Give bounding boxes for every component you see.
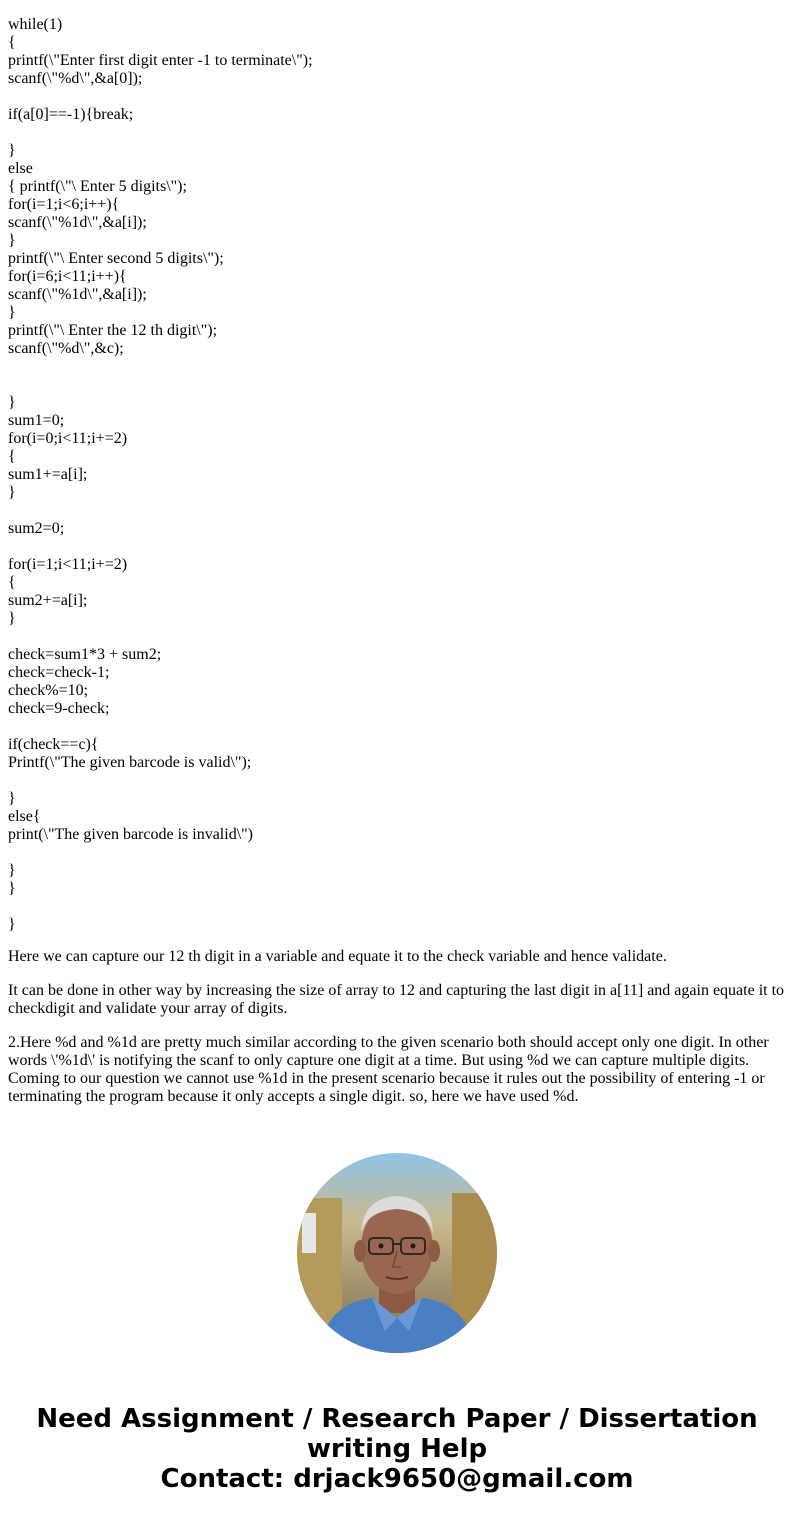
code-line	[8, 538, 788, 556]
footer-line-2: writing Help	[306, 1434, 488, 1464]
code-line: }	[8, 232, 16, 249]
explanation-paragraph-3: 2.Here %d and %1d are pretty much similar according to the given scenario both should accept only one digit. In other words \'%1d\' is notifying the scanf to only capture one digit at a time. But using %d we can capture multiple digits. Coming to our question we cannot use %1d in the present scenario because it rules out the possibility of entering -1 or terminating the program because it only accepts a single digit. so, here we have used %d.	[8, 1034, 769, 1105]
code-line: check=check-1;	[8, 664, 110, 681]
code-line: }	[8, 610, 16, 627]
code-line: else	[8, 160, 33, 177]
explanation-paragraph-2: It can be done in other way by increasing the size of array to 12 and capturing the last digit in a[11] and again equate it to checkdigit and validate your array of digits.	[8, 982, 785, 1017]
author-portrait-image	[297, 1153, 497, 1353]
code-line: if(a[0]==-1){break;	[8, 106, 134, 123]
code-line: }	[8, 394, 16, 411]
footer-contact: Contact: drjack9650@gmail.com	[160, 1464, 634, 1494]
code-line: scanf(\"%d\",&c);	[8, 340, 124, 357]
code-line: {	[8, 34, 16, 51]
code-block	[8, 16, 788, 934]
code-line	[8, 772, 788, 790]
code-line: print(\"The given barcode is invalid\")	[8, 826, 253, 843]
code-line: }	[8, 142, 16, 159]
code-line	[8, 718, 788, 736]
code-line: printf(\"Enter first digit enter -1 to terminate\");	[8, 52, 313, 69]
code-line: scanf(\"%1d\",&a[i]);	[8, 286, 147, 303]
code-line: scanf(\"%1d\",&a[i]);	[8, 214, 147, 231]
footer-promo	[0, 1404, 794, 1494]
code-line: Printf(\"The given barcode is valid\");	[8, 754, 252, 771]
code-line	[8, 844, 788, 862]
code-line	[8, 376, 788, 394]
code-line	[8, 898, 788, 916]
code-line: check=9-check;	[8, 700, 110, 717]
code-line: {	[8, 574, 16, 591]
code-line: check=sum1*3 + sum2;	[8, 646, 162, 663]
code-line: }	[8, 304, 16, 321]
footer-line-1: Need Assignment / Research Paper / Dissertation	[36, 1404, 758, 1434]
code-line: scanf(\"%d\",&a[0]);	[8, 70, 143, 87]
code-line: if(check==c){	[8, 736, 99, 753]
code-line: }	[8, 484, 16, 501]
code-line: }	[8, 862, 16, 879]
code-line: }	[8, 880, 16, 897]
explanation-section	[8, 948, 788, 1122]
code-line: }	[8, 916, 16, 933]
code-line	[8, 502, 788, 520]
code-line	[8, 88, 788, 106]
code-line: { printf(\"\ Enter 5 digits\");	[8, 178, 187, 195]
author-avatar	[297, 1153, 497, 1353]
code-line: printf(\"\ Enter the 12 th digit\");	[8, 322, 218, 339]
code-line: sum1+=a[i];	[8, 466, 88, 483]
code-line	[8, 358, 788, 376]
code-line	[8, 124, 788, 142]
code-line: {	[8, 448, 16, 465]
code-line: printf(\"\ Enter second 5 digits\");	[8, 250, 224, 267]
code-line: }	[8, 790, 16, 807]
explanation-paragraph-1: Here we can capture our 12 th digit in a variable and equate it to the check variable and hence validate.	[8, 948, 667, 965]
code-line: for(i=1;i<11;i+=2)	[8, 556, 128, 573]
code-line: for(i=6;i<11;i++){	[8, 268, 127, 285]
code-line	[8, 628, 788, 646]
code-line: else{	[8, 808, 41, 825]
code-line: for(i=0;i<11;i+=2)	[8, 430, 128, 447]
code-line: sum2+=a[i];	[8, 592, 88, 609]
code-line: while(1)	[8, 16, 63, 33]
code-line: sum2=0;	[8, 520, 65, 537]
code-line: sum1=0;	[8, 412, 65, 429]
code-line: for(i=1;i<6;i++){	[8, 196, 120, 213]
code-line: check%=10;	[8, 682, 89, 699]
